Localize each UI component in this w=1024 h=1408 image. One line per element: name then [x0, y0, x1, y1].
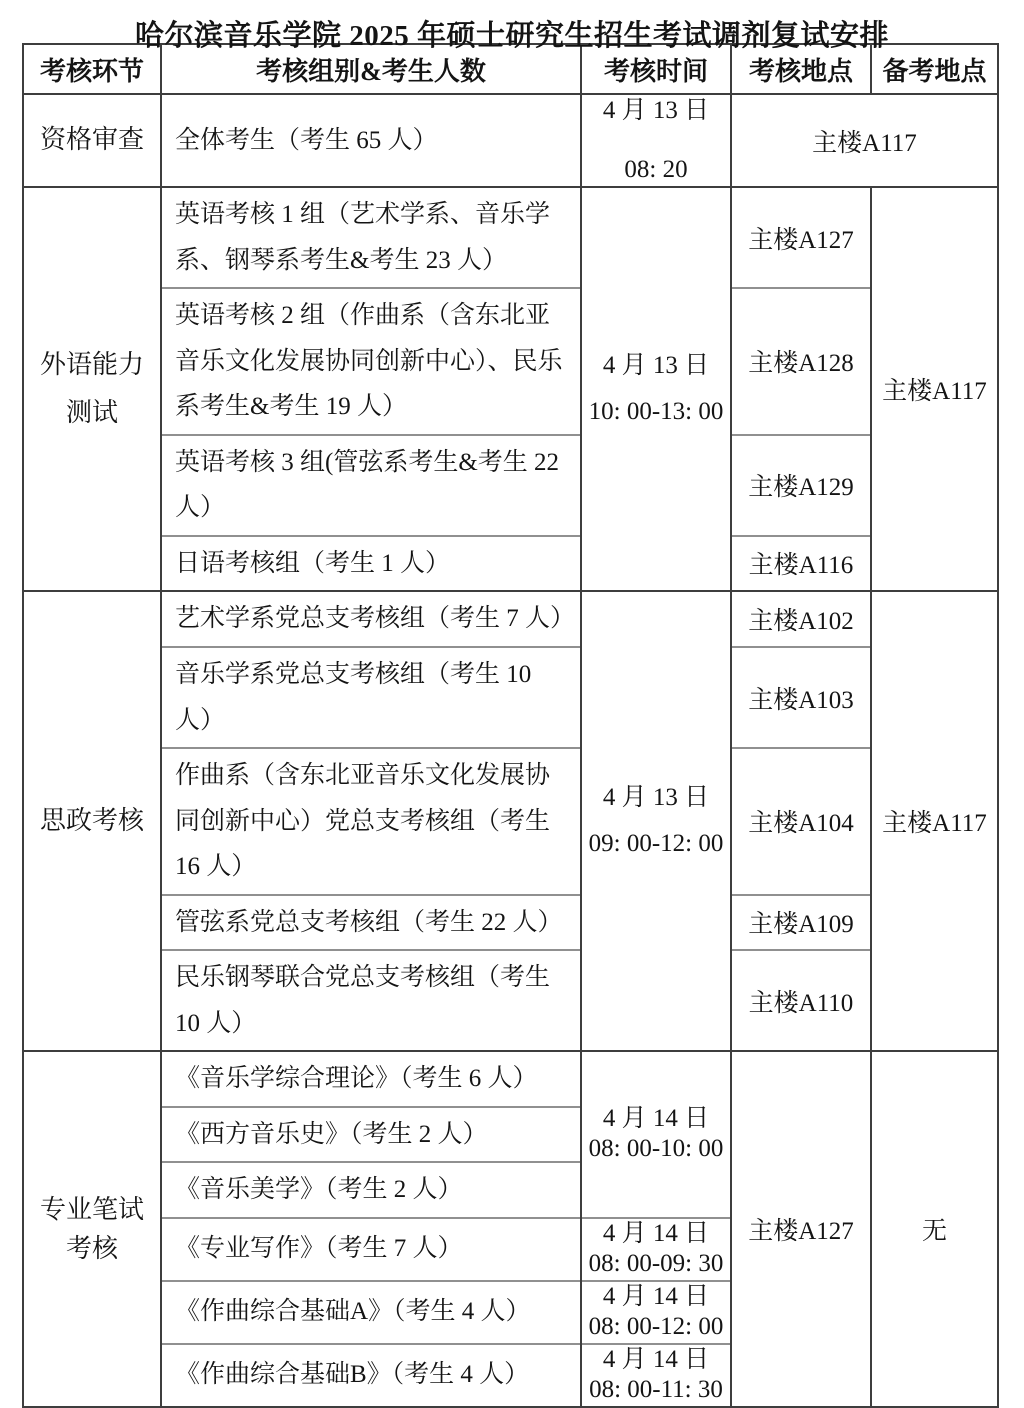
cell-group: 全体考生（考生 65 人）	[161, 94, 581, 187]
cell-location: 主楼A127	[731, 1051, 871, 1407]
time-date: 4 月 14 日	[602, 1104, 710, 1132]
row-political-1	[23, 591, 998, 647]
cell-time	[581, 1218, 731, 1281]
cell-time	[581, 94, 731, 187]
cell-group: 英语考核 3 组(管弦系考生&考生 22 人）	[161, 435, 581, 536]
cell-time	[581, 187, 731, 591]
time-range: 08: 00-12: 00	[588, 1313, 724, 1340]
stage-label: 外语能力测试	[39, 349, 144, 427]
row-political-3	[23, 748, 998, 895]
cell-location: 主楼A103	[731, 647, 871, 748]
cell-group: 作曲系（含东北亚音乐文化发展协同创新中心）党总支考核组（考生 16 人）	[161, 748, 581, 895]
time-date: 4 月 14 日	[602, 1282, 710, 1310]
row-political-5	[23, 950, 998, 1051]
time-range: 08: 00-09: 30	[588, 1250, 724, 1277]
header-time: 考核时间	[581, 44, 731, 94]
row-english-3	[23, 435, 998, 536]
row-political-2	[23, 647, 998, 748]
time-date: 4 月 13 日	[602, 97, 710, 124]
exam-schedule-table	[22, 43, 999, 1408]
cell-time	[581, 1281, 731, 1344]
cell-location: 主楼A110	[731, 950, 871, 1051]
stage-label: 专业笔试考核	[39, 1194, 144, 1263]
row-political-4	[23, 895, 998, 951]
row-english-1	[23, 187, 998, 288]
cell-group: 日语考核组（考生 1 人）	[161, 536, 581, 592]
header-group: 考核组别&考生人数	[161, 44, 581, 94]
cell-group: 《音乐美学》（考生 2 人）	[161, 1162, 581, 1218]
cell-group: 《西方音乐史》（考生 2 人）	[161, 1107, 581, 1163]
row-english-2	[23, 288, 998, 435]
time-range: 08: 20	[624, 155, 688, 183]
cell-stage-written-exam	[23, 1051, 161, 1407]
cell-backup: 主楼A117	[871, 591, 998, 1051]
cell-group: 《音乐学综合理论》（考生 6 人）	[161, 1051, 581, 1107]
cell-group: 英语考核 1 组（艺术学系、音乐学系、钢琴系考生&考生 23 人）	[161, 187, 581, 288]
cell-group: 音乐学系党总支考核组（考生 10 人）	[161, 647, 581, 748]
cell-group: 《作曲综合基础B》（考生 4 人）	[161, 1344, 581, 1407]
cell-time	[581, 591, 731, 1051]
time-range: 08: 00-10: 00	[588, 1135, 724, 1163]
time-date: 4 月 13 日	[602, 351, 710, 379]
cell-stage-qualification	[23, 94, 161, 187]
cell-location-merged: 主楼A117	[731, 94, 998, 187]
cell-location: 主楼A128	[731, 288, 871, 435]
time-date: 4 月 14 日	[602, 1219, 710, 1247]
cell-location: 主楼A109	[731, 895, 871, 951]
page-title: 哈尔滨音乐学院 2025 年硕士研究生招生考试调剂复试安排	[134, 20, 889, 52]
cell-group: 英语考核 2 组（作曲系（含东北亚音乐文化发展协同创新中心）、民乐系考生&考生 19 人）	[161, 288, 581, 435]
cell-stage-foreign-language	[23, 187, 161, 591]
cell-group: 《专业写作》（考生 7 人）	[161, 1218, 581, 1281]
cell-location: 主楼A104	[731, 748, 871, 895]
time-range: 10: 00-13: 00	[588, 398, 724, 425]
header-backup: 备考地点	[871, 44, 998, 94]
stage-label: 资格审查	[39, 125, 144, 155]
cell-location: 主楼A129	[731, 435, 871, 536]
row-written-1	[23, 1051, 998, 1107]
row-japanese	[23, 536, 998, 592]
cell-time	[581, 1344, 731, 1407]
cell-time	[581, 1051, 731, 1218]
header-stage: 考核环节	[23, 44, 161, 94]
stage-label: 思政考核	[39, 805, 144, 835]
header-location: 考核地点	[731, 44, 871, 94]
cell-location: 主楼A116	[731, 536, 871, 592]
cell-stage-political	[23, 591, 161, 1051]
cell-group: 《作曲综合基础A》（考生 4 人）	[161, 1281, 581, 1344]
cell-group: 民乐钢琴联合党总支考核组（考生 10 人）	[161, 950, 581, 1051]
time-range: 08: 00-11: 30	[589, 1376, 723, 1403]
cell-location: 主楼A102	[731, 591, 871, 647]
time-range: 09: 00-12: 00	[588, 830, 724, 857]
time-date: 4 月 13 日	[602, 783, 710, 811]
cell-group: 艺术学系党总支考核组（考生 7 人）	[161, 591, 581, 647]
cell-backup: 主楼A117	[871, 187, 998, 591]
row-qualification	[23, 94, 998, 187]
cell-backup: 无	[871, 1051, 998, 1407]
time-date: 4 月 14 日	[602, 1345, 710, 1373]
cell-group: 管弦系党总支考核组（考生 22 人）	[161, 895, 581, 951]
cell-location: 主楼A127	[731, 187, 871, 288]
